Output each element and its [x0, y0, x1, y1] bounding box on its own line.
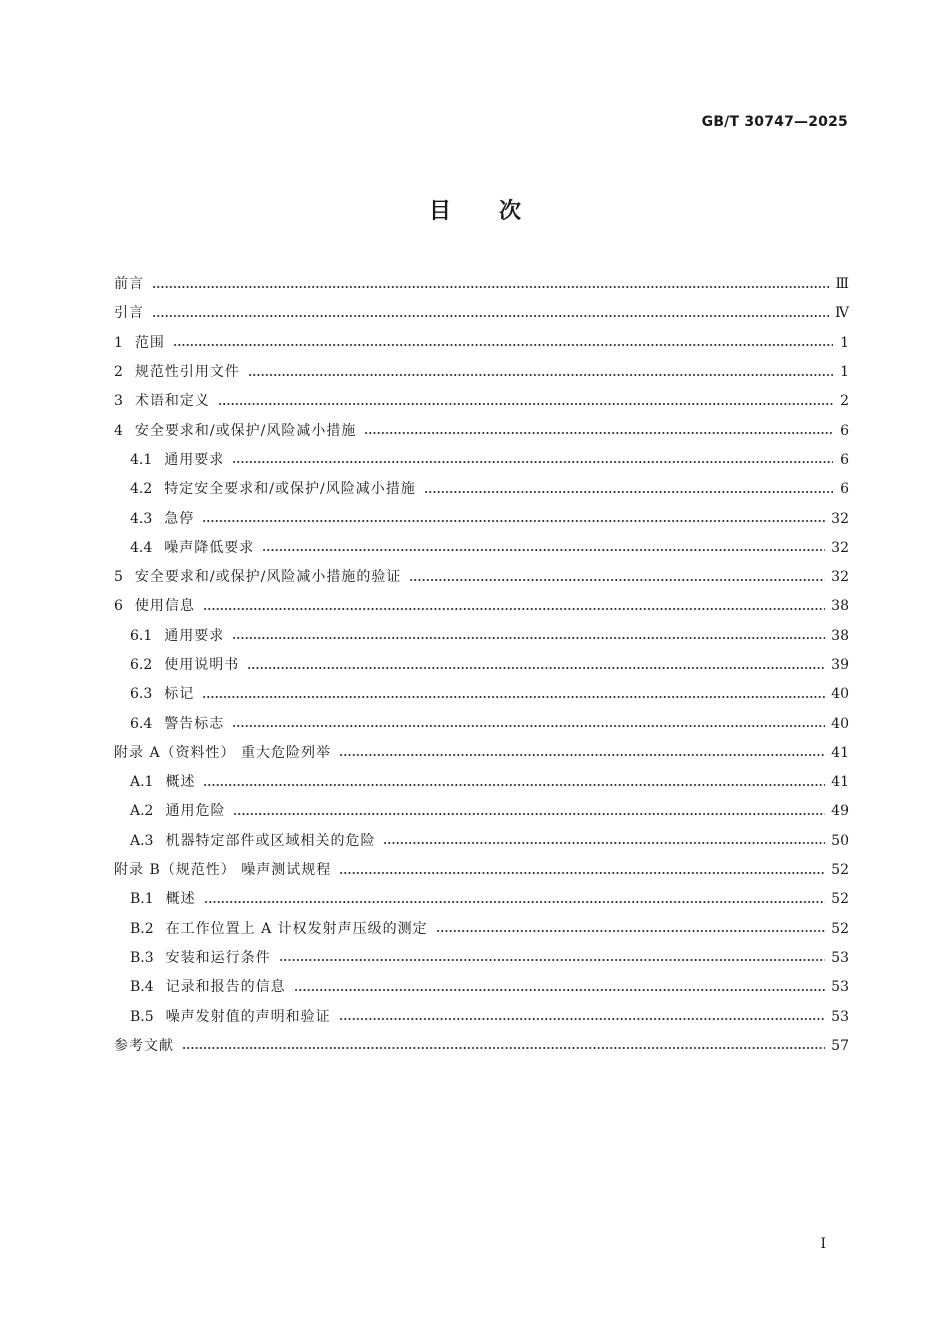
- toc-entry-number: 6: [114, 598, 123, 615]
- title-char-1: 目: [428, 199, 451, 224]
- dot-leader: [232, 633, 825, 643]
- toc-entry-label: 使用信息: [134, 598, 195, 615]
- toc-entry[interactable]: [114, 563, 849, 592]
- toc-entry[interactable]: [114, 915, 849, 944]
- dot-leader: [204, 897, 826, 907]
- dot-leader: [232, 457, 833, 467]
- toc-entry-label: 使用说明书: [164, 657, 240, 673]
- toc-entry[interactable]: [114, 680, 849, 709]
- dot-leader: [294, 985, 826, 995]
- toc-entry-number: 6.2: [130, 657, 153, 673]
- toc-entry[interactable]: [114, 944, 849, 973]
- dot-leader: [409, 575, 825, 585]
- toc-entry[interactable]: [114, 592, 849, 621]
- toc-entry-page: 1: [840, 334, 849, 351]
- toc-entry[interactable]: [114, 329, 849, 358]
- toc-entry-page: 52: [831, 891, 849, 908]
- toc-entry-number: 6.3: [130, 686, 153, 703]
- toc-entry-page: 32: [831, 569, 849, 586]
- dot-leader: [203, 604, 825, 614]
- toc-entry-page: 39: [831, 657, 849, 673]
- document-number: GB/T 30747—2025: [701, 114, 848, 130]
- toc-entry-page: 52: [831, 862, 849, 879]
- toc-entry-page: 40: [831, 686, 849, 703]
- dot-leader: [424, 487, 833, 497]
- toc-entry-number: 4.1: [130, 451, 153, 468]
- toc-entry-label: 术语和定义: [134, 393, 210, 410]
- dot-leader: [436, 926, 826, 936]
- toc-entry[interactable]: [114, 651, 849, 680]
- toc-entry-number: B.1: [130, 891, 154, 908]
- table-of-contents: [114, 270, 849, 1061]
- toc-entry[interactable]: [114, 387, 849, 416]
- dot-leader: [152, 282, 829, 292]
- toc-entry-page: 49: [831, 803, 849, 820]
- toc-entry-label: 噪声发射值的声明和验证: [165, 1008, 331, 1025]
- toc-entry-page: 2: [840, 393, 849, 410]
- toc-entry-page: 53: [831, 949, 849, 966]
- dot-leader: [152, 311, 829, 321]
- toc-entry-page: Ⅳ: [835, 305, 849, 322]
- page-number: I: [820, 1236, 826, 1252]
- dot-leader: [233, 809, 825, 819]
- toc-entry-number: B.4: [130, 979, 154, 996]
- toc-entry-page: Ⅲ: [835, 276, 849, 293]
- toc-entry[interactable]: [114, 797, 849, 826]
- toc-entry-page: 57: [831, 1037, 849, 1054]
- toc-entry-label: 安全要求和/或保护/风险减小措施的验证: [134, 569, 402, 586]
- toc-entry[interactable]: [114, 416, 849, 445]
- toc-entry-number: 4.2: [130, 481, 153, 498]
- toc-entry-label: 概述: [165, 891, 196, 908]
- toc-entry-label: 特定安全要求和/或保护/风险减小措施: [164, 481, 416, 498]
- toc-entry-label: 引言: [114, 305, 144, 322]
- toc-entry-label: 通用危险: [165, 803, 226, 820]
- toc-entry[interactable]: [114, 1002, 849, 1031]
- toc-entry-number: 5: [114, 569, 123, 586]
- toc-entry[interactable]: [114, 475, 849, 504]
- toc-entry-page: 41: [831, 744, 849, 761]
- toc-entry-page: 53: [831, 1008, 849, 1025]
- toc-entry[interactable]: [114, 534, 849, 563]
- dot-leader: [247, 663, 825, 673]
- dot-leader: [218, 399, 833, 409]
- toc-entry-page: 38: [831, 598, 849, 615]
- dot-leader: [203, 780, 825, 790]
- toc-entry-label: 附录 A（资料性） 重大危险列举: [114, 744, 332, 761]
- toc-entry-label: 通用要求: [164, 451, 225, 468]
- page-title: [0, 194, 950, 225]
- toc-entry-number: 6.4: [130, 715, 153, 732]
- toc-entry-number: 4.3: [130, 510, 153, 527]
- toc-entry-label: 前言: [114, 276, 144, 293]
- toc-entry-number: 1: [114, 334, 123, 351]
- toc-entry-number: 3: [114, 393, 123, 410]
- toc-entry-label: 在工作位置上 A 计权发射声压级的测定: [165, 920, 428, 937]
- toc-entry-page: 6: [840, 481, 849, 498]
- toc-entry-label: 安装和运行条件: [165, 949, 271, 966]
- toc-entry-label: 记录和报告的信息: [165, 979, 286, 996]
- toc-entry[interactable]: [114, 885, 849, 914]
- toc-entry-label: 参考文献: [114, 1037, 174, 1054]
- toc-entry[interactable]: [114, 622, 849, 651]
- toc-entry-label: 机器特定部件或区域相关的危险: [165, 832, 376, 849]
- toc-entry-page: 1: [840, 364, 849, 381]
- title-char-2: 次: [499, 199, 522, 224]
- dot-leader: [339, 750, 825, 760]
- toc-entry[interactable]: [114, 504, 849, 533]
- toc-entry-label: 附录 B（规范性） 噪声测试规程: [114, 862, 332, 879]
- toc-entry-page: 6: [840, 422, 849, 439]
- toc-entry[interactable]: [114, 270, 849, 299]
- toc-entry-number: B.2: [130, 920, 154, 937]
- toc-entry[interactable]: [114, 739, 849, 768]
- dot-leader: [262, 545, 825, 555]
- dot-leader: [364, 428, 833, 438]
- toc-entry[interactable]: [114, 768, 849, 797]
- toc-entry[interactable]: [114, 856, 849, 885]
- toc-entry-number: A.3: [130, 832, 154, 849]
- dot-leader: [202, 692, 825, 702]
- dot-leader: [182, 1043, 825, 1053]
- dot-leader: [232, 721, 825, 731]
- toc-entry-label: 规范性引用文件: [134, 364, 240, 381]
- toc-entry[interactable]: [114, 709, 849, 738]
- toc-entry-page: 32: [831, 539, 849, 556]
- dot-leader: [339, 868, 825, 878]
- toc-entry-label: 警告标志: [164, 715, 225, 732]
- toc-entry-label: 通用要求: [164, 627, 225, 644]
- dot-leader: [202, 516, 825, 526]
- toc-entry-label: 标记: [164, 686, 195, 703]
- toc-entry-page: 38: [831, 627, 849, 644]
- toc-entry-page: 50: [831, 832, 849, 849]
- toc-entry-number: A.2: [130, 803, 154, 820]
- dot-leader: [248, 370, 833, 380]
- dot-leader: [339, 1014, 826, 1024]
- toc-entry[interactable]: [114, 299, 849, 328]
- toc-entry-number: B.3: [130, 949, 154, 966]
- toc-entry-label: 概述: [165, 774, 196, 791]
- toc-entry[interactable]: [114, 446, 849, 475]
- toc-entry-page: 6: [840, 451, 849, 468]
- toc-entry-page: 32: [831, 510, 849, 527]
- toc-entry-number: 2: [114, 364, 123, 381]
- toc-entry-label: 急停: [164, 510, 195, 527]
- toc-entry[interactable]: [114, 973, 849, 1002]
- toc-entry-number: 4: [114, 422, 123, 439]
- dot-leader: [279, 955, 826, 965]
- dot-leader: [383, 838, 825, 848]
- toc-entry-page: 41: [831, 774, 849, 791]
- toc-entry-number: A.1: [130, 774, 154, 791]
- dot-leader: [173, 340, 833, 350]
- toc-entry[interactable]: [114, 1032, 849, 1061]
- toc-entry-number: B.5: [130, 1008, 154, 1025]
- toc-entry-number: 4.4: [130, 539, 153, 556]
- toc-entry-label: 范围: [134, 334, 165, 351]
- toc-entry[interactable]: [114, 827, 849, 856]
- toc-entry-label: 噪声降低要求: [164, 539, 255, 556]
- toc-entry-page: 52: [831, 920, 849, 937]
- toc-entry-number: 6.1: [130, 627, 153, 644]
- toc-entry-label: 安全要求和/或保护/风险减小措施: [134, 422, 357, 439]
- toc-entry[interactable]: [114, 358, 849, 387]
- toc-entry-page: 53: [831, 979, 849, 996]
- toc-entry-page: 40: [831, 715, 849, 732]
